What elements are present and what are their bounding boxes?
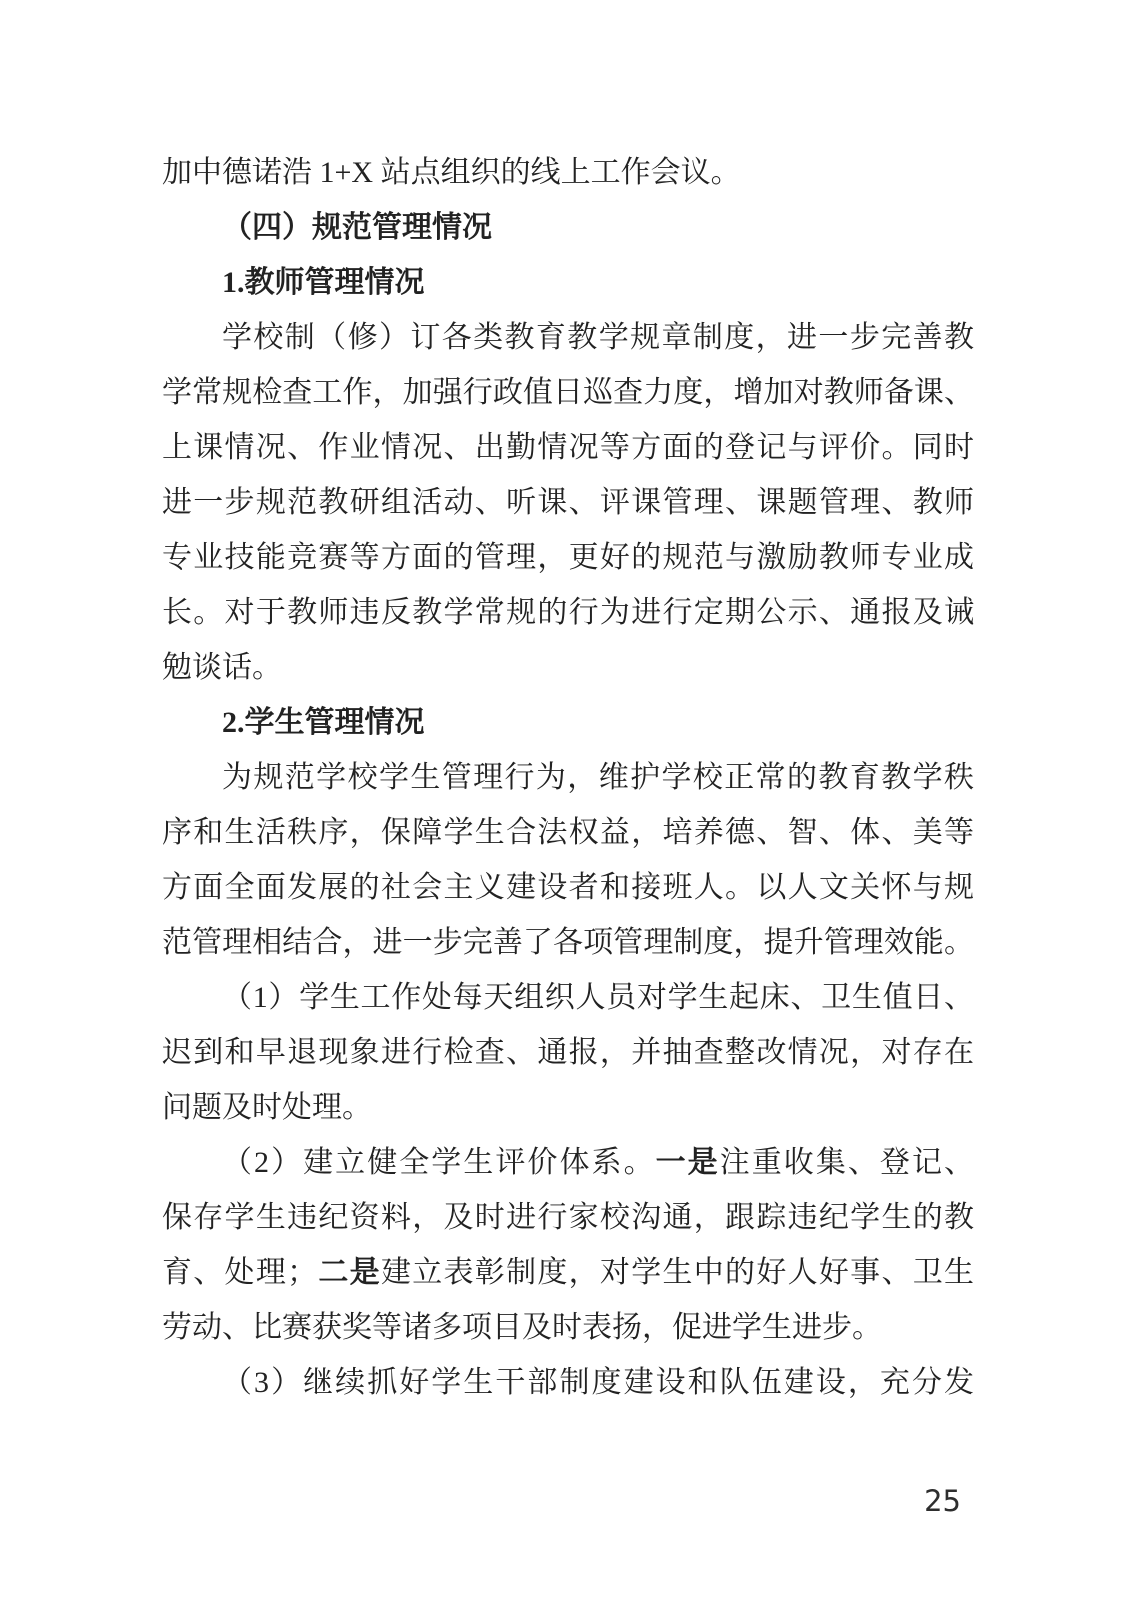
text-line — [162, 585, 974, 640]
text-segment: 学常规检查工作，加强行政值日巡查力度，增加对教师备课、 — [162, 376, 974, 409]
text-line — [162, 915, 974, 970]
text-line — [162, 1080, 974, 1135]
text-line — [162, 1355, 974, 1410]
text-line — [162, 1245, 974, 1300]
text-segment: 2.学生管理情况 — [222, 706, 425, 739]
text-segment: （2）建立健全学生评价体系。 — [222, 1146, 656, 1179]
text-segment: 劳动、比赛获奖等诸多项目及时表扬，促进学生进步。 — [162, 1311, 882, 1344]
text-segment: 序和生活秩序，保障学生合法权益，培养德、智、体、美等 — [162, 816, 974, 849]
text-segment: 注重收集、登记、 — [719, 1146, 975, 1179]
text-line — [162, 420, 974, 475]
text-segment: 为规范学校学生管理行为，维护学校正常的教育教学秩 — [222, 761, 974, 794]
text-line — [162, 365, 974, 420]
text-segment: （四）规范管理情况 — [222, 211, 492, 244]
text-segment: 勉谈话。 — [162, 651, 282, 684]
text-line — [162, 310, 974, 365]
text-line — [162, 145, 974, 200]
text-line — [162, 860, 974, 915]
heading-line — [162, 255, 974, 310]
text-line — [162, 1025, 974, 1080]
text-segment: 上课情况、作业情况、出勤情况等方面的登记与评价。同时 — [162, 431, 974, 464]
heading-line — [162, 200, 974, 255]
text-line — [162, 475, 974, 530]
text-segment: 迟到和早退现象进行检查、通报，并抽查整改情况，对存在 — [162, 1036, 974, 1069]
text-segment: 进一步规范教研组活动、听课、评课管理、课题管理、教师 — [162, 486, 974, 519]
text-segment: 保存学生违纪资料，及时进行家校沟通，跟踪违纪学生的教 — [162, 1201, 974, 1234]
text-segment: 问题及时处理。 — [162, 1091, 372, 1124]
text-segment: 方面全面发展的社会主义建设者和接班人。以人文关怀与规 — [162, 871, 974, 904]
text-line — [162, 1135, 974, 1190]
text-segment: 加中德诺浩 1+X 站点组织的线上工作会议。 — [162, 156, 741, 189]
text-line — [162, 970, 974, 1025]
document-body — [162, 145, 974, 1410]
text-segment: 长。对于教师违反教学常规的行为进行定期公示、通报及诫 — [162, 596, 974, 629]
text-line — [162, 750, 974, 805]
text-line — [162, 530, 974, 585]
heading-line — [162, 695, 974, 750]
text-line — [162, 640, 974, 695]
text-segment: 专业技能竞赛等方面的管理，更好的规范与激励教师专业成 — [162, 541, 974, 574]
emphasis-text: 二是 — [317, 1256, 381, 1289]
text-segment: 育、处理； — [162, 1256, 318, 1289]
text-segment: 范管理相结合，进一步完善了各项管理制度，提升管理效能。 — [162, 926, 974, 959]
text-line — [162, 1190, 974, 1245]
text-segment: 建立表彰制度，对学生中的好人好事、卫生 — [380, 1256, 975, 1289]
emphasis-text: 一是 — [655, 1146, 720, 1179]
text-line — [162, 805, 974, 860]
text-segment: （3）继续抓好学生干部制度建设和队伍建设，充分发 — [222, 1366, 974, 1399]
page-number: 25 — [924, 1484, 961, 1518]
text-line — [162, 1300, 974, 1355]
text-segment: 1.教师管理情况 — [222, 266, 425, 299]
text-segment: 学校制（修）订各类教育教学规章制度，进一步完善教 — [222, 321, 974, 354]
text-segment: （1）学生工作处每天组织人员对学生起床、卫生值日、 — [222, 981, 974, 1014]
